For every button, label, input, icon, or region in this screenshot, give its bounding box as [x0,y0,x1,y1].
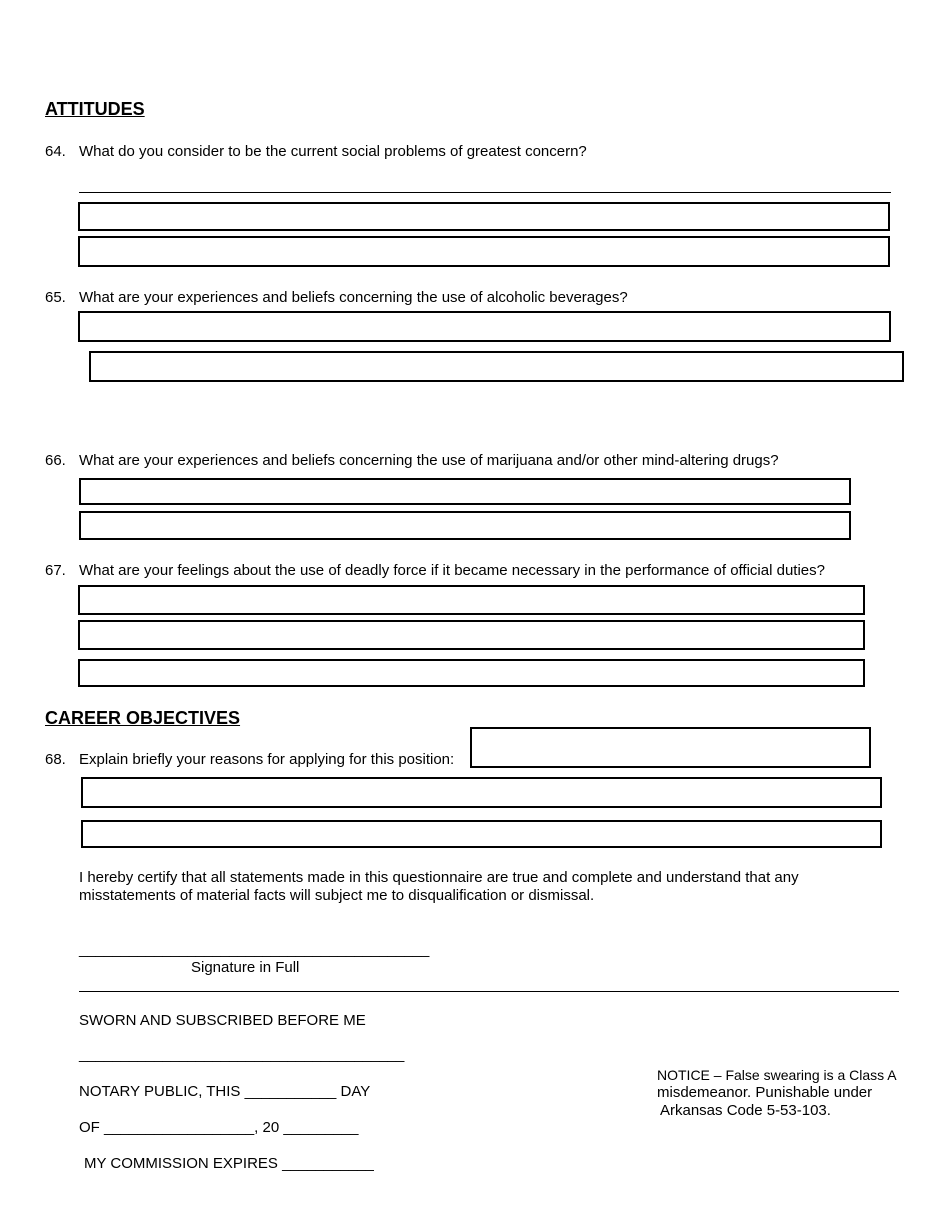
answer-67-field-2[interactable] [78,620,865,650]
answer-65-field-2[interactable] [89,351,904,382]
commission-expires-line[interactable]: MY COMMISSION EXPIRES ___________ [84,1155,374,1172]
question-68-text: Explain briefly your reasons for applying for this position: [79,751,455,768]
answer-68-field-3[interactable] [81,820,882,848]
notice-line-3: Arkansas Code 5-53-103. [660,1102,831,1119]
section-divider [79,991,899,992]
question-68-number: 68. [45,751,66,768]
answer-67-field-1[interactable] [78,585,865,615]
answer-64-field-2[interactable] [78,236,890,267]
notary-month-year-line[interactable]: OF __________________, 20 _________ [79,1119,359,1136]
answer-66-field-1[interactable] [79,478,851,505]
sworn-subscribed-text: SWORN AND SUBSCRIBED BEFORE ME [79,1012,366,1029]
answer-67-field-3[interactable] [78,659,865,687]
question-67-number: 67. [45,562,66,579]
answer-64-field-1[interactable] [78,202,890,231]
certification-statement: I hereby certify that all statements made in this questionnaire are true and complete and understand that any misstatements of material facts will subject me to disqualification or dismissal. [79,869,799,904]
false-swearing-notice [657,1066,897,1120]
answer-65-field-1[interactable] [78,311,891,342]
answer-rule-64 [79,192,891,193]
notice-line-2: misdemeanor. Punishable under [657,1084,873,1101]
answer-66-field-2[interactable] [79,511,851,540]
question-66-text: What are your experiences and beliefs concerning the use of marijuana and/or other mind-altering drugs? [79,452,779,469]
section-heading-career-objectives: CAREER OBJECTIVES [45,708,241,728]
question-66-number: 66. [45,452,66,469]
notary-public-day-line[interactable]: NOTARY PUBLIC, THIS ___________ DAY [79,1083,371,1100]
question-64-text: What do you consider to be the current social problems of greatest concern? [79,143,587,160]
question-65-text: What are your experiences and beliefs concerning the use of alcoholic beverages? [79,289,628,306]
notice-line-1: NOTICE – False swearing is a Class A [657,1067,897,1083]
signature-line[interactable]: __________________________________________ [79,941,430,958]
answer-68-field-1[interactable] [470,727,871,768]
answer-68-field-2[interactable] [81,777,882,808]
question-64-number: 64. [45,143,66,160]
notary-signature-line[interactable]: _______________________________________ [79,1046,405,1063]
question-67-text: What are your feelings about the use of deadly force if it became necessary in the performance of official duties? [79,562,825,579]
section-heading-attitudes: ATTITUDES [45,99,145,119]
question-65-number: 65. [45,289,66,306]
signature-label: Signature in Full [191,959,300,976]
